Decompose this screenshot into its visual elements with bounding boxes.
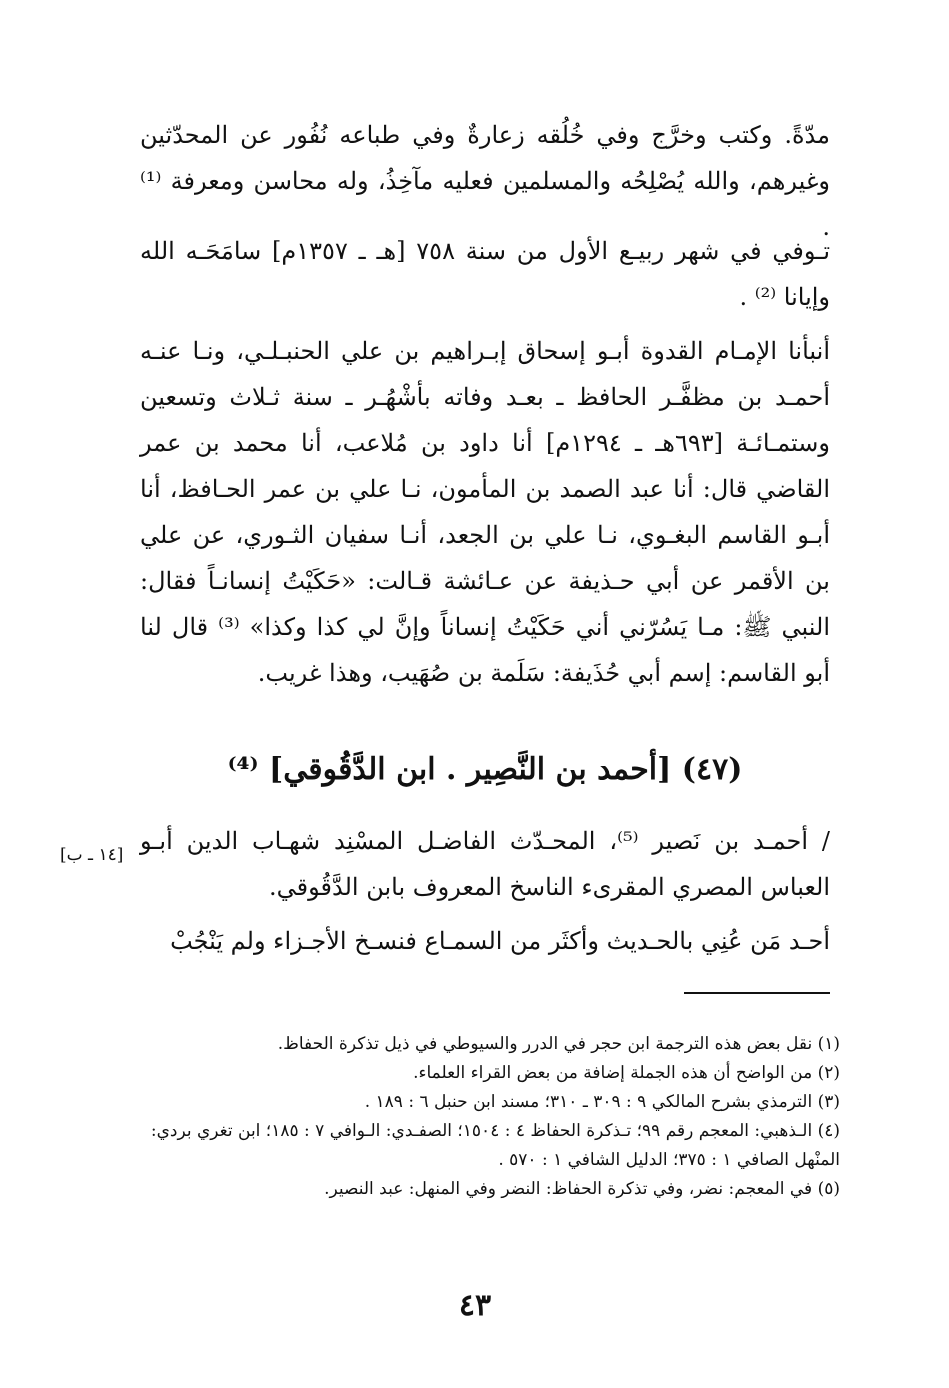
body-paragraph: أحـد مَن عُنِي بالحـديث وأكثَر من السمـاع فنسـخ الأجـزاء ولم يَنْجُبْ	[170, 927, 830, 955]
footnote: (٢) من الواضح أن هذه الجملة إضافة من بعض القراء العلماء.	[413, 1063, 840, 1083]
body-paragraph: تـوفي في شهر ربيـع الأول من سنة ٧٥٨ [هـ ـ ١٣٥٧م] سامَحَـه الله وإيانا ⁽²⁾ .	[140, 237, 830, 311]
entry-heading: (٤٧) [أحمد بن النَّصِير . ابن الدَّقُوقي] ⁽⁴⁾	[227, 752, 743, 787]
body-paragraph: مدّةً. وكتب وخرَّج وفي خُلُقه زعارةٌ وفي طباعه نُفُور عن المحدّثين وغيرهم، والله يُصْلِحُه والمسلمين فعليه مآخِذُ، وله محاسن ومعرفة ⁽¹⁾ .	[140, 121, 830, 241]
footnote: (١) نقل بعض هذه الترجمة ابن حجر في الدرر والسيوطي في ذيل تذكرة الحفاظ.	[277, 1034, 840, 1054]
footnote-separator	[684, 992, 830, 994]
footnote: (٣) الترمذي بشرح المالكي ٩ : ٣٠٩ ـ ٣١٠؛ مسند ابن حنبل ٦ : ١٨٩ .	[364, 1092, 840, 1112]
margin-folio-reference: [١٤ ـ ب]	[60, 845, 124, 865]
footnote: (٥) في المعجم: نضر، وفي تذكرة الحفاظ: النضر وفي المنهل: عبد النصير.	[324, 1179, 840, 1199]
page-number: ٤٣	[458, 1288, 492, 1323]
footnotes	[130, 1030, 840, 1204]
body-paragraph: / أحمـد بن نَصير ⁽⁵⁾، المحـدّث الفاضـل المسْنِد شهـاب الدين أبـو العباس المصري المقرىء الناسخ المعروف بابن الدَّقُوقي.	[140, 827, 830, 901]
body-paragraph: أنبأنا الإمـام القدوة أبـو إسحاق إبـراهيم بن علي الحنبـلـي، ونـا عنـه أحمـد بن مظفَّـر الحافظ ـ بعـد وفاته بأشْهُـر ـ سنة ثـلاث وتسعين وستمـائـة [٦٩٣هـ ـ ١٢٩٤م] أنا داود بن مُلاعب، أنا محمد بن عمر القاضي قال: أنا عبد الصمد بن المأمون، نـا علي بن عمر الحـافظ، أنا أبـو القاسم البغـوي، نـا علي بن الجعد، أنـا سفيان الثـوري، عن علي بن الأقمر عن أبي حـذيفة عن عـائشة قـالت: «حَكَيْتُ إنسانـاً فقال: النبي ﷺ: مـا يَسُرّني أني حَكَيْتُ إنساناً وإنَّ لي كذا وكذا» ⁽³⁾ قال لنا أبو القاسم: إسم أبي حُذَيفة: سَلَمة بن صُهَيب، وهذا غريب.	[140, 337, 830, 687]
footnote: (٤) الـذهبي: المعجم رقم ٩٩؛ تـذكرة الحفاظ ٤ : ١٥٠٤؛ الصفـدي: الـوافي ٧ : ١٨٥؛ ابن تغري بردي: المنْهل الصافي ١ : ٣٧٥؛ الدليل الشافي ١ : ٥٧٠ .	[150, 1121, 840, 1170]
